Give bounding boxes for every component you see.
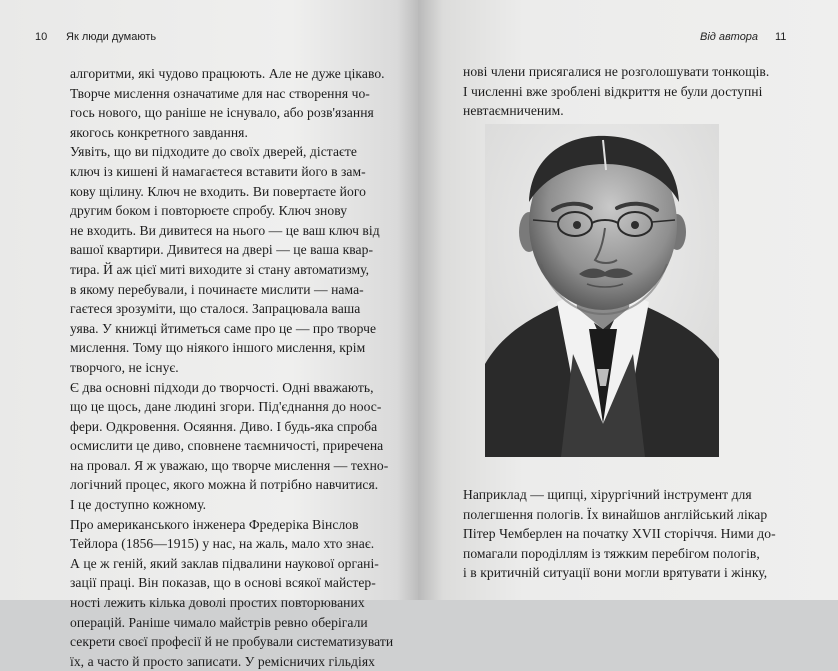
body-line: творчого, не існує. [70, 359, 179, 375]
body-line: другим боком і повторюєте спробу. Ключ знову [70, 203, 348, 219]
body-line: на провал. Я ж уважаю, що творче мислення — техно- [70, 457, 389, 473]
body-line: Творче мислення означатиме для нас створення чо- [70, 85, 370, 101]
body-line: фери. Одкровення. Осяяння. Диво. І будь-яка спроба [70, 418, 378, 434]
body-line: Є два основні підходи до творчості. Одні вважають, [70, 379, 374, 395]
body-line: не входить. Ви дивитеся на нього — це ваш ключ від [70, 222, 380, 238]
right-running-title: Від автора [700, 31, 759, 43]
body-line: гось нового, що раніше не існувало, або розв'язання [70, 105, 374, 121]
body-line: тира. Й аж цієї миті виходите зі стану автоматизму, [70, 261, 370, 277]
body-line: ності лежить кілька доволі простих повторюваних [70, 595, 365, 611]
body-line: і в критичній ситуації вони могли врятувати і жінку, [463, 565, 768, 581]
left-body-text [70, 64, 394, 671]
body-line: нові члени присягалися не розголошувати тонкощів. [463, 64, 770, 79]
portrait-illustration [485, 124, 719, 457]
body-line: якогось конкретного завдання. [70, 124, 248, 140]
body-line: Уявіть, що ви підходите до своїх дверей, дістаєте [70, 144, 358, 160]
body-line: І численні вже зроблені відкриття не були доступні [463, 83, 763, 99]
body-line: зації праці. Він показав, що в основі всякої майстер- [70, 575, 376, 591]
right-body-text-bottom [463, 485, 776, 583]
body-line: мислення. Тому що ніякого іншого мислення, крім [70, 340, 366, 356]
left-page [0, 0, 418, 669]
body-line: секрети своєї професії й не пробували систематизувати [70, 634, 394, 650]
body-line: їх, а часто й просто записати. У ремісничих гільдіях [70, 653, 376, 669]
body-line: Пітер Чемберлен на початку XVII сторіччя. Ними до- [463, 526, 776, 542]
body-line: в якому перебували, і починаєте мислити — нама- [70, 281, 364, 297]
body-line: алгоритми, які чудово працюють. Але не дуже цікаво. [70, 66, 385, 81]
body-line: Про американського інженера Фредеріка Вінслов [70, 516, 359, 532]
right-page-number: 11 [775, 31, 787, 43]
body-line: ключ із кишені й намагаєтеся вставити його в зам- [70, 163, 366, 179]
portrait-photo [485, 124, 719, 457]
left-page-number: 10 [35, 31, 48, 43]
right-body-text-top [463, 62, 770, 121]
body-line: Тейлора (1856—1915) у нас, на жаль, мало хто знає. [70, 536, 375, 552]
body-line: гаєтеся зрозуміти, що сталося. Запрацювала ваша [70, 301, 361, 317]
body-line: уява. У книжці йтиметься саме про це — про творче [70, 320, 377, 336]
body-line: кову щілину. Ключ не входить. Ви повертаєте його [70, 183, 366, 199]
body-line: що це щось, дане людині згори. Під'єднання до ноос- [70, 399, 382, 415]
body-line: помагали породіллям із тяжким перебігом пологів, [463, 545, 760, 561]
body-line: Наприклад — щипці, хірургічний інструмент для [463, 487, 752, 502]
right-page [418, 0, 838, 600]
body-line: логічний процес, якого можна й потрібно навчитися. [70, 477, 379, 493]
body-line: А це ж геній, який заклав підвалини наукової органі- [70, 555, 379, 571]
body-line: невтаємниченим. [463, 103, 564, 119]
body-line: І це доступно кожному. [70, 497, 207, 513]
body-line: осмислити це диво, сповнене таємничості, приречена [70, 438, 384, 454]
body-line: полегшення пологів. Їх винайшов англійський лікар [463, 506, 768, 522]
body-line: операцій. Раніше чимало майстрів ревно оберігали [70, 614, 368, 630]
left-running-title: Як люди думають [66, 31, 157, 43]
body-line: вашої квартири. Дивитеся на двері — це ваша квар- [70, 242, 374, 258]
